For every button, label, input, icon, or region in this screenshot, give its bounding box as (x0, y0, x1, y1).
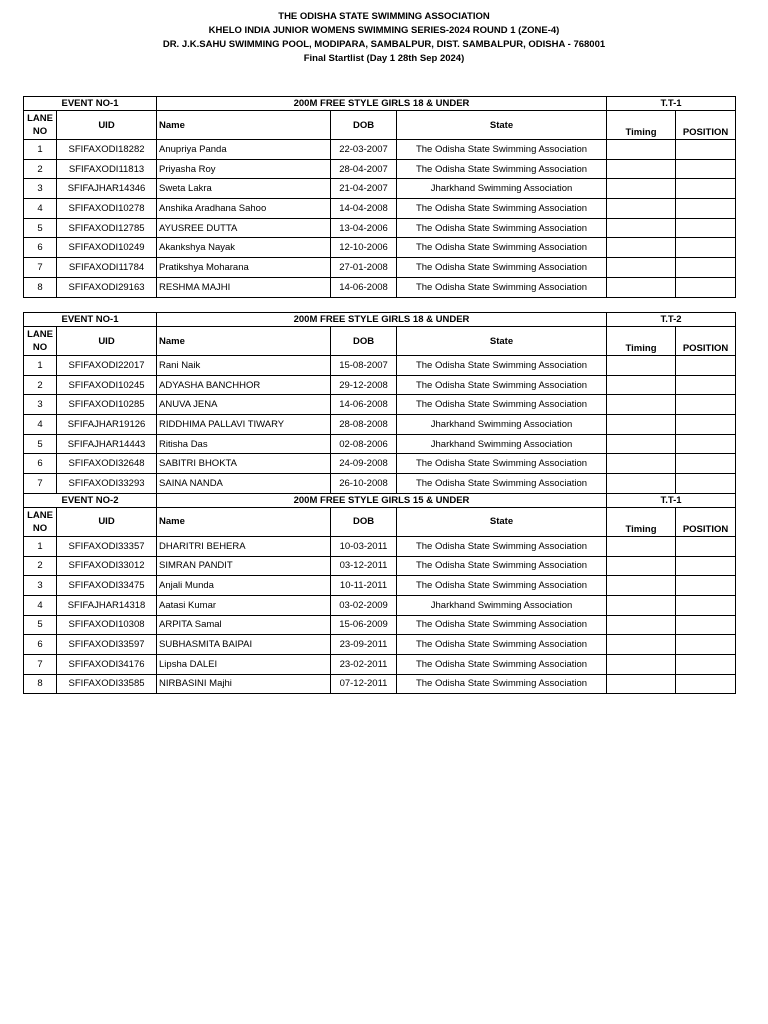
series-title: KHELO INDIA JUNIOR WOMENS SWIMMING SERIES-2024 ROUND 1 (ZONE-4) (208, 25, 560, 36)
col-state: State (397, 327, 607, 356)
uid-cell: SFIFAXODI12785 (57, 218, 157, 238)
timing-cell (607, 258, 676, 278)
dob-cell: 14-04-2008 (331, 199, 397, 219)
lane-cell: 5 (24, 615, 57, 635)
timing-cell (607, 536, 676, 556)
dob-cell: 10-11-2011 (331, 576, 397, 596)
dob-cell: 13-04-2006 (331, 218, 397, 238)
col-lane: LANE NO (24, 327, 57, 356)
event-row (24, 313, 736, 327)
col-name: Name (157, 507, 331, 536)
table-row (24, 536, 736, 556)
name-cell: SIMRAN PANDIT (157, 556, 331, 576)
timing-cell (607, 454, 676, 474)
dob-cell: 03-12-2011 (331, 556, 397, 576)
dob-cell: 28-08-2008 (331, 415, 397, 435)
name-cell: Ritisha Das (157, 434, 331, 454)
col-dob: DOB (331, 327, 397, 356)
col-lane: LANE NO (24, 507, 57, 536)
table-row (24, 556, 736, 576)
lane-cell: 2 (24, 375, 57, 395)
timing-cell (607, 474, 676, 494)
name-cell: Anupriya Panda (157, 140, 331, 160)
uid-cell: SFIFAXODI33475 (57, 576, 157, 596)
dob-cell: 22-03-2007 (331, 140, 397, 160)
uid-cell: SFIFAXODI10285 (57, 395, 157, 415)
name-cell: Priyasha Roy (157, 159, 331, 179)
state-cell: The Odisha State Swimming Association (397, 238, 607, 258)
table-row (24, 415, 736, 435)
event-number: EVENT NO-2 (24, 493, 157, 507)
col-name: Name (157, 111, 331, 140)
dob-cell: 29-12-2008 (331, 375, 397, 395)
position-cell (676, 674, 736, 694)
column-header-row (24, 111, 736, 140)
heat-label: T.T-1 (607, 493, 736, 507)
venue-line: DR. J.K.SAHU SWIMMING POOL, MODIPARA, SAMBALPUR, DIST. SAMBALPUR, ODISHA - 768001 (162, 39, 606, 50)
name-cell: SABITRI BHOKTA (157, 454, 331, 474)
col-state: State (397, 111, 607, 140)
lane-cell: 2 (24, 556, 57, 576)
name-cell: Rani Naik (157, 356, 331, 376)
col-uid: UID (57, 327, 157, 356)
timing-cell (607, 179, 676, 199)
uid-cell: SFIFAXODI29163 (57, 277, 157, 297)
event-row (24, 493, 736, 507)
heat-label: T.T-2 (607, 313, 736, 327)
table-row (24, 375, 736, 395)
timing-cell (607, 615, 676, 635)
position-cell (676, 238, 736, 258)
dob-cell: 23-02-2011 (331, 654, 397, 674)
table-row (24, 395, 736, 415)
timing-cell (607, 199, 676, 219)
lane-cell: 7 (24, 654, 57, 674)
state-cell: The Odisha State Swimming Association (397, 375, 607, 395)
name-cell: SAINA NANDA (157, 474, 331, 494)
name-cell: SUBHASMITA BAIPAI (157, 635, 331, 655)
state-cell: The Odisha State Swimming Association (397, 674, 607, 694)
column-header-row (24, 327, 736, 356)
timing-cell (607, 356, 676, 376)
dob-cell: 14-06-2008 (331, 395, 397, 415)
uid-cell: SFIFAJHAR19126 (57, 415, 157, 435)
startlist-title: Final Startlist (Day 1 28th Sep 2024) (303, 53, 465, 64)
timing-cell (607, 415, 676, 435)
heat-label: T.T-1 (607, 97, 736, 111)
position-cell (676, 556, 736, 576)
state-cell: The Odisha State Swimming Association (397, 140, 607, 160)
lane-cell: 5 (24, 218, 57, 238)
position-cell (676, 536, 736, 556)
column-header-row (24, 507, 736, 536)
timing-cell (607, 238, 676, 258)
uid-cell: SFIFAXODI33597 (57, 635, 157, 655)
lane-cell: 6 (24, 454, 57, 474)
state-cell: The Odisha State Swimming Association (397, 576, 607, 596)
dob-cell: 10-03-2011 (331, 536, 397, 556)
state-cell: The Odisha State Swimming Association (397, 356, 607, 376)
uid-cell: SFIFAXODI32648 (57, 454, 157, 474)
name-cell: Aatasi Kumar (157, 595, 331, 615)
position-cell (676, 576, 736, 596)
event-name: 200M FREE STYLE GIRLS 18 & UNDER (157, 97, 607, 111)
uid-cell: SFIFAXODI10308 (57, 615, 157, 635)
timing-cell (607, 674, 676, 694)
table-row (24, 674, 736, 694)
uid-cell: SFIFAJHAR14443 (57, 434, 157, 454)
state-cell: The Odisha State Swimming Association (397, 635, 607, 655)
name-cell: DHARITRI BEHERA (157, 536, 331, 556)
position-cell (676, 454, 736, 474)
position-cell (676, 356, 736, 376)
event-number: EVENT NO-1 (24, 313, 157, 327)
timing-cell (607, 434, 676, 454)
col-position: POSITION (676, 327, 736, 356)
state-cell: The Odisha State Swimming Association (397, 395, 607, 415)
uid-cell: SFIFAXODI11784 (57, 258, 157, 278)
name-cell: Anshika Aradhana Sahoo (157, 199, 331, 219)
lane-cell: 6 (24, 238, 57, 258)
dob-cell: 12-10-2006 (331, 238, 397, 258)
col-timing: Timing (607, 327, 676, 356)
col-name: Name (157, 327, 331, 356)
table-row (24, 159, 736, 179)
lane-cell: 1 (24, 140, 57, 160)
table-row (24, 218, 736, 238)
table-row (24, 454, 736, 474)
state-cell: The Odisha State Swimming Association (397, 615, 607, 635)
timing-cell (607, 556, 676, 576)
name-cell: AYUSREE DUTTA (157, 218, 331, 238)
position-cell (676, 179, 736, 199)
uid-cell: SFIFAXODI33012 (57, 556, 157, 576)
name-cell: Pratikshya Moharana (157, 258, 331, 278)
uid-cell: SFIFAXODI10245 (57, 375, 157, 395)
lane-cell: 7 (24, 474, 57, 494)
table-row (24, 356, 736, 376)
lane-cell: 1 (24, 356, 57, 376)
position-cell (676, 415, 736, 435)
state-cell: Jharkhand Swimming Association (397, 179, 607, 199)
state-cell: The Odisha State Swimming Association (397, 159, 607, 179)
name-cell: Anjali Munda (157, 576, 331, 596)
lane-cell: 6 (24, 635, 57, 655)
lane-cell: 8 (24, 277, 57, 297)
state-cell: The Odisha State Swimming Association (397, 454, 607, 474)
timing-cell (607, 375, 676, 395)
position-cell (676, 434, 736, 454)
timing-cell (607, 140, 676, 160)
table-row (24, 576, 736, 596)
dob-cell: 14-06-2008 (331, 277, 397, 297)
position-cell (676, 395, 736, 415)
uid-cell: SFIFAXODI33293 (57, 474, 157, 494)
name-cell: NIRBASINI Majhi (157, 674, 331, 694)
position-cell (676, 258, 736, 278)
uid-cell: SFIFAXODI18282 (57, 140, 157, 160)
name-cell: ARPITA Samal (157, 615, 331, 635)
timing-cell (607, 576, 676, 596)
name-cell: Sweta Lakra (157, 179, 331, 199)
state-cell: Jharkhand Swimming Association (397, 415, 607, 435)
col-position: POSITION (676, 507, 736, 536)
uid-cell: SFIFAXODI33585 (57, 674, 157, 694)
dob-cell: 26-10-2008 (331, 474, 397, 494)
lane-cell: 3 (24, 395, 57, 415)
state-cell: The Odisha State Swimming Association (397, 556, 607, 576)
state-cell: Jharkhand Swimming Association (397, 434, 607, 454)
lane-cell: 4 (24, 415, 57, 435)
timing-cell (607, 218, 676, 238)
dob-cell: 07-12-2011 (331, 674, 397, 694)
timing-cell (607, 277, 676, 297)
lane-cell: 3 (24, 179, 57, 199)
name-cell: RESHMA MAJHI (157, 277, 331, 297)
uid-cell: SFIFAXODI10278 (57, 199, 157, 219)
table-row (24, 238, 736, 258)
lane-cell: 8 (24, 674, 57, 694)
position-cell (676, 654, 736, 674)
timing-cell (607, 654, 676, 674)
position-cell (676, 474, 736, 494)
uid-cell: SFIFAXODI11813 (57, 159, 157, 179)
position-cell (676, 199, 736, 219)
uid-cell: SFIFAJHAR14318 (57, 595, 157, 615)
lane-cell: 7 (24, 258, 57, 278)
dob-cell: 21-04-2007 (331, 179, 397, 199)
state-cell: The Odisha State Swimming Association (397, 277, 607, 297)
state-cell: The Odisha State Swimming Association (397, 474, 607, 494)
col-timing: Timing (607, 507, 676, 536)
position-cell (676, 595, 736, 615)
col-dob: DOB (331, 111, 397, 140)
dob-cell: 24-09-2008 (331, 454, 397, 474)
uid-cell: SFIFAXODI22017 (57, 356, 157, 376)
lane-cell: 4 (24, 595, 57, 615)
dob-cell: 15-06-2009 (331, 615, 397, 635)
name-cell: Lipsha DALEI (157, 654, 331, 674)
timing-cell (607, 635, 676, 655)
table-row (24, 615, 736, 635)
position-cell (676, 218, 736, 238)
lane-cell: 2 (24, 159, 57, 179)
table-row (24, 140, 736, 160)
state-cell: The Odisha State Swimming Association (397, 218, 607, 238)
col-timing: Timing (607, 111, 676, 140)
lane-cell: 4 (24, 199, 57, 219)
startlist-table-2 (23, 312, 736, 694)
event-row (24, 97, 736, 111)
table-row (24, 179, 736, 199)
state-cell: The Odisha State Swimming Association (397, 536, 607, 556)
lane-cell: 5 (24, 434, 57, 454)
name-cell: RIDDHIMA PALLAVI TIWARY (157, 415, 331, 435)
state-cell: The Odisha State Swimming Association (397, 654, 607, 674)
dob-cell: 03-02-2009 (331, 595, 397, 615)
lane-cell: 3 (24, 576, 57, 596)
col-lane: LANE NO (24, 111, 57, 140)
name-cell: Akankshya Nayak (157, 238, 331, 258)
timing-cell (607, 159, 676, 179)
event-name: 200M FREE STYLE GIRLS 18 & UNDER (157, 313, 607, 327)
position-cell (676, 277, 736, 297)
uid-cell: SFIFAXODI33357 (57, 536, 157, 556)
startlist-table-1 (23, 96, 736, 298)
col-state: State (397, 507, 607, 536)
table-row (24, 277, 736, 297)
table-row (24, 474, 736, 494)
position-cell (676, 140, 736, 160)
table-row (24, 434, 736, 454)
table-row (24, 595, 736, 615)
association-title: THE ODISHA STATE SWIMMING ASSOCIATION (278, 11, 490, 22)
table-row (24, 258, 736, 278)
state-cell: Jharkhand Swimming Association (397, 595, 607, 615)
document-header (0, 10, 768, 66)
lane-cell: 1 (24, 536, 57, 556)
timing-cell (607, 395, 676, 415)
event-number: EVENT NO-1 (24, 97, 157, 111)
uid-cell: SFIFAXODI10249 (57, 238, 157, 258)
state-cell: The Odisha State Swimming Association (397, 258, 607, 278)
dob-cell: 23-09-2011 (331, 635, 397, 655)
table-row (24, 199, 736, 219)
uid-cell: SFIFAXODI34176 (57, 654, 157, 674)
position-cell (676, 375, 736, 395)
event-name: 200M FREE STYLE GIRLS 15 & UNDER (157, 493, 607, 507)
dob-cell: 02-08-2006 (331, 434, 397, 454)
name-cell: ADYASHA BANCHHOR (157, 375, 331, 395)
position-cell (676, 615, 736, 635)
dob-cell: 28-04-2007 (331, 159, 397, 179)
col-position: POSITION (676, 111, 736, 140)
col-uid: UID (57, 507, 157, 536)
table-row (24, 635, 736, 655)
name-cell: ANUVA JENA (157, 395, 331, 415)
dob-cell: 15-08-2007 (331, 356, 397, 376)
col-dob: DOB (331, 507, 397, 536)
uid-cell: SFIFAJHAR14346 (57, 179, 157, 199)
position-cell (676, 159, 736, 179)
position-cell (676, 635, 736, 655)
state-cell: The Odisha State Swimming Association (397, 199, 607, 219)
table-row (24, 654, 736, 674)
timing-cell (607, 595, 676, 615)
col-uid: UID (57, 111, 157, 140)
dob-cell: 27-01-2008 (331, 258, 397, 278)
